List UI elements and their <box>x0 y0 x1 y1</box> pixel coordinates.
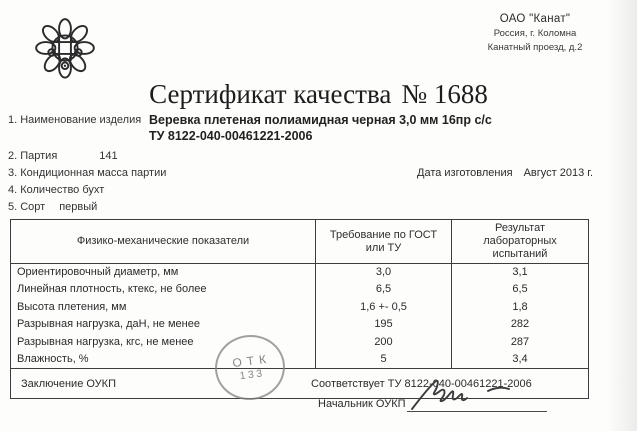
otk-stamp-text: ОТК <box>231 351 272 371</box>
table-header-lab-result: Результат лабораторных испытаний <box>483 222 557 260</box>
field-coil-count-label: 4. Количество бухт <box>8 184 105 196</box>
table-cell-result: 282 <box>510 318 530 331</box>
table-row-name: Разрывная нагрузка, кгс, не менее <box>17 335 194 348</box>
field-product-name <box>8 112 579 144</box>
certificate-number: № 1688 <box>401 79 488 109</box>
table-cell-result: 6,5 <box>512 283 528 296</box>
table-header-requirement: Требование по ГОСТ или ТУ <box>316 220 452 263</box>
table-cell-result: 1,8 <box>512 300 528 313</box>
conclusion-value: Соответствует ТУ 8122-040-00461221-2006 <box>311 377 532 390</box>
signature-label: Начальник ОУКП <box>318 398 406 410</box>
manufacture-date-value: Август 2013 г. <box>523 167 594 179</box>
manufacture-date-label: Дата изготовления <box>417 167 513 179</box>
table-row-name: Линейная плотность, ктекс, не более <box>17 283 207 296</box>
product-name-line1: Веревка плетеная полиамидная черная 3,0 мм 16пр с/с <box>149 113 492 127</box>
table-cell-requirement: 1,6 +- 0,5 <box>360 300 407 313</box>
company-block <box>443 13 627 56</box>
table-column-lab-result <box>452 264 588 368</box>
table-cell-result: 3,1 <box>512 266 528 278</box>
field-grade-value: первый <box>59 201 98 213</box>
company-address-line2: Канатный проезд, д.2 <box>487 42 583 53</box>
table-header-row <box>11 220 588 264</box>
table-cell-result: 3,4 <box>512 352 528 365</box>
table-cell-result: 287 <box>510 335 530 348</box>
certificate-title <box>0 79 637 110</box>
field-coil-count <box>8 184 104 196</box>
properties-table <box>10 219 589 399</box>
table-body <box>11 264 588 371</box>
otk-stamp-number: 133 <box>239 367 266 383</box>
knot-logo-icon <box>28 8 102 88</box>
company-name: ОАО "Канат" <box>499 13 571 25</box>
product-name-line2: ТУ 8122-040-00461221-2006 <box>149 129 313 143</box>
field-conditioned-mass <box>8 167 166 179</box>
field-batch <box>8 150 118 162</box>
field-grade-label: 5. Сорт <box>8 201 46 213</box>
handwritten-signature <box>408 378 528 412</box>
manufacture-date <box>417 167 593 179</box>
table-cell-requirement: 195 <box>374 318 393 331</box>
table-cell-requirement: 200 <box>374 335 393 348</box>
table-header-indicators: Физико-механические показатели <box>11 220 316 263</box>
table-cell-requirement: 5 <box>380 352 387 365</box>
scan-edge-shadow <box>607 0 637 431</box>
field-product-name-value <box>149 112 579 144</box>
conclusion-label: Заключение ОУКП <box>21 377 116 390</box>
table-row-name: Ориентировочный диаметр, мм <box>17 266 179 278</box>
table-cell-requirement: 6,5 <box>375 283 392 296</box>
company-address-line1: Россия, г. Коломна <box>493 28 577 39</box>
field-product-name-label: 1. Наименование изделия <box>8 114 142 126</box>
table-cell-requirement: 3,0 <box>375 266 392 278</box>
field-batch-label: 2. Партия <box>8 150 58 162</box>
table-row-name: Высота плетения, мм <box>17 300 127 313</box>
table-row-name: Влажность, % <box>17 352 89 365</box>
field-batch-value: 141 <box>99 150 118 162</box>
field-grade <box>8 201 97 213</box>
certificate-title-text: Сертификат качества <box>149 79 392 109</box>
table-row-name: Разрывная нагрузка, даН, не менее <box>17 318 200 331</box>
field-conditioned-mass-label: 3. Кондиционная масса партии <box>8 167 167 179</box>
table-column-requirement <box>316 264 452 368</box>
